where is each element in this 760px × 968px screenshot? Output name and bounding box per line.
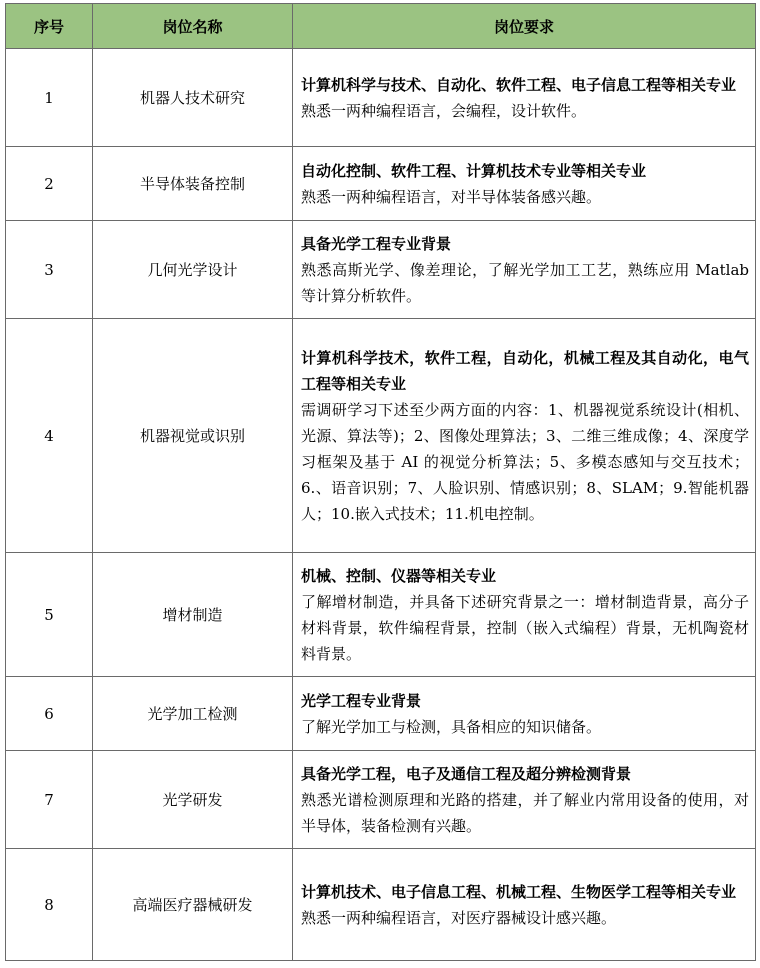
req-major: 计算机科学技术，软件工程，自动化，机械工程及其自动化，电气工程等相关专业 — [301, 348, 749, 393]
row-position-name: 增材制造 — [93, 553, 293, 677]
header-seq: 序号 — [6, 4, 93, 49]
req-major: 计算机科学与技术、自动化、软件工程、电子信息工程等相关专业 — [301, 75, 737, 94]
table-row — [6, 221, 756, 319]
row-seq: 1 — [6, 49, 93, 147]
table-row — [6, 49, 756, 147]
row-seq: 2 — [6, 147, 93, 221]
req-detail: 熟悉一两种编程语言，会编程，设计软件。 — [301, 101, 587, 120]
req-major: 光学工程专业背景 — [301, 691, 422, 710]
req-major: 具备光学工程专业背景 — [301, 234, 452, 253]
row-position-name: 高端医疗器械研发 — [93, 849, 293, 961]
table-row — [6, 849, 756, 961]
req-detail: 熟悉光谱检测原理和光路的搭建，并了解业内常用设备的使用，对半导体，装备检测有兴趣。 — [301, 790, 749, 835]
row-requirements — [293, 751, 756, 849]
row-seq: 5 — [6, 553, 93, 677]
row-position-name: 半导体装备控制 — [93, 147, 293, 221]
table-row — [6, 751, 756, 849]
row-position-name: 几何光学设计 — [93, 221, 293, 319]
table-row — [6, 147, 756, 221]
table-row — [6, 553, 756, 677]
job-requirements-table — [5, 3, 756, 961]
row-seq: 4 — [6, 319, 93, 553]
row-requirements — [293, 553, 756, 677]
row-position-name: 光学加工检测 — [93, 677, 293, 751]
req-major: 自动化控制、软件工程、计算机技术专业等相关专业 — [301, 161, 647, 180]
req-detail: 了解光学加工与检测，具备相应的知识储备。 — [301, 717, 602, 736]
row-requirements — [293, 147, 756, 221]
table-row — [6, 319, 756, 553]
row-requirements — [293, 849, 756, 961]
req-detail: 熟悉一两种编程语言，对半导体装备感兴趣。 — [301, 187, 602, 206]
row-position-name: 光学研发 — [93, 751, 293, 849]
row-seq: 8 — [6, 849, 93, 961]
row-requirements — [293, 49, 756, 147]
row-requirements — [293, 677, 756, 751]
req-major: 具备光学工程，电子及通信工程及超分辨检测背景 — [301, 764, 632, 783]
row-seq: 6 — [6, 677, 93, 751]
row-requirements — [293, 221, 756, 319]
req-detail: 熟悉高斯光学、像差理论，了解光学加工工艺，熟练应用 Matlab 等计算分析软件。 — [301, 260, 749, 305]
row-requirements — [293, 319, 756, 553]
req-detail: 需调研学习下述至少两方面的内容：1、机器视觉系统设计(相机、光源、算法等)；2、图像处理算法；3、二维三维成像；4、深度学习框架及基于 AI 的视觉分析算法；5、多模态感知与交互技术；6.、语音识别；7、人脸识别、情感识别；8、SLAM；9.智能机器人；10.嵌入式技术；11.机电控制。 — [301, 400, 749, 523]
header-req: 岗位要求 — [293, 4, 756, 49]
req-detail: 了解增材制造，并具备下述研究背景之一：增材制造背景，高分子材料背景，软件编程背景，控制（嵌入式编程）背景，无机陶瓷材料背景。 — [301, 592, 749, 663]
req-detail: 熟悉一两种编程语言，对医疗器械设计感兴趣。 — [301, 908, 617, 927]
row-seq: 7 — [6, 751, 93, 849]
row-position-name: 机器人技术研究 — [93, 49, 293, 147]
row-position-name: 机器视觉或识别 — [93, 319, 293, 553]
req-major: 计算机技术、电子信息工程、机械工程、生物医学工程等相关专业 — [301, 882, 737, 901]
row-seq: 3 — [6, 221, 93, 319]
header-row — [6, 4, 756, 49]
req-major: 机械、控制、仪器等相关专业 — [301, 566, 497, 585]
table-row — [6, 677, 756, 751]
header-name: 岗位名称 — [93, 4, 293, 49]
